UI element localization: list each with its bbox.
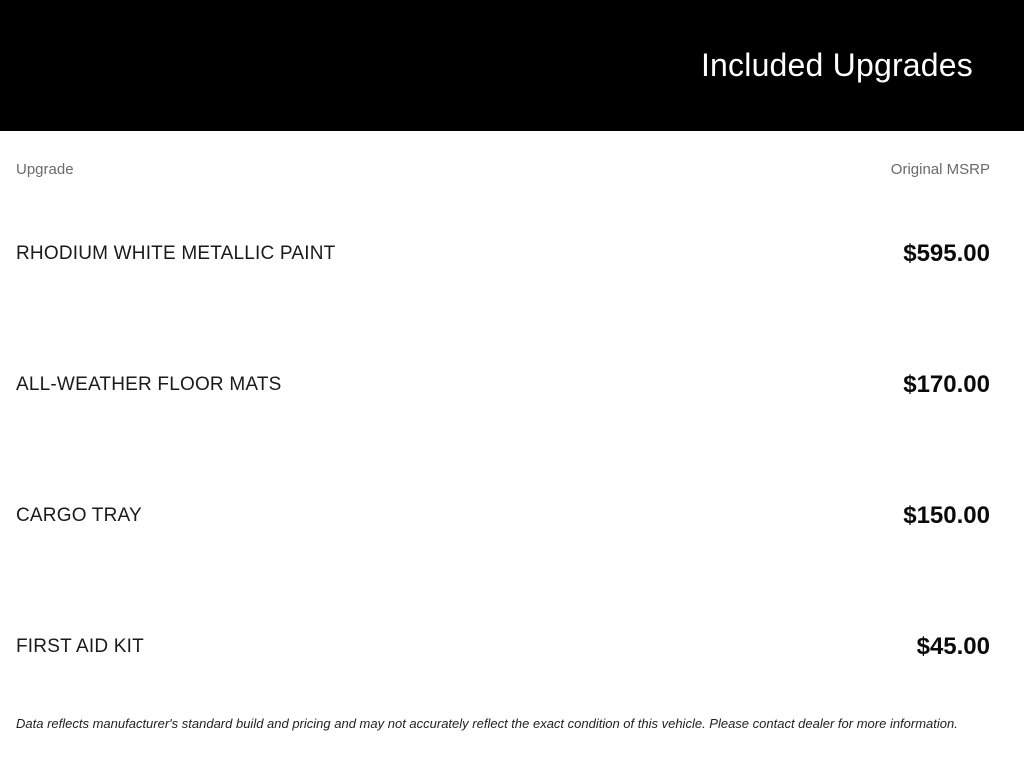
page-title: Included Upgrades — [700, 47, 973, 83]
upgrade-name: CARGO TRAY — [16, 505, 142, 526]
table-header-row — [16, 161, 990, 178]
table-row — [16, 633, 990, 661]
included-upgrades-banner — [0, 0, 1024, 131]
column-header-original-msrp: Original MSRP — [890, 161, 990, 178]
upgrades-panel — [0, 161, 1024, 733]
upgrade-price: $150.00 — [903, 502, 990, 529]
upgrade-name: RHODIUM WHITE METALLIC PAINT — [16, 243, 336, 264]
upgrade-price: $45.00 — [916, 633, 990, 660]
upgrade-name: FIRST AID KIT — [16, 636, 144, 657]
upgrade-name: ALL-WEATHER FLOOR MATS — [16, 374, 282, 395]
table-row — [16, 240, 990, 268]
upgrade-price: $595.00 — [903, 240, 990, 267]
table-row — [16, 502, 990, 530]
upgrade-price: $170.00 — [903, 371, 990, 398]
column-header-upgrade: Upgrade — [16, 161, 74, 178]
table-row — [16, 371, 990, 399]
pricing-disclaimer: Data reflects manufacturer's standard build and pricing and may not accurately reflect the exact condition of this vehicle. Please contact dealer for more information. — [16, 716, 958, 731]
